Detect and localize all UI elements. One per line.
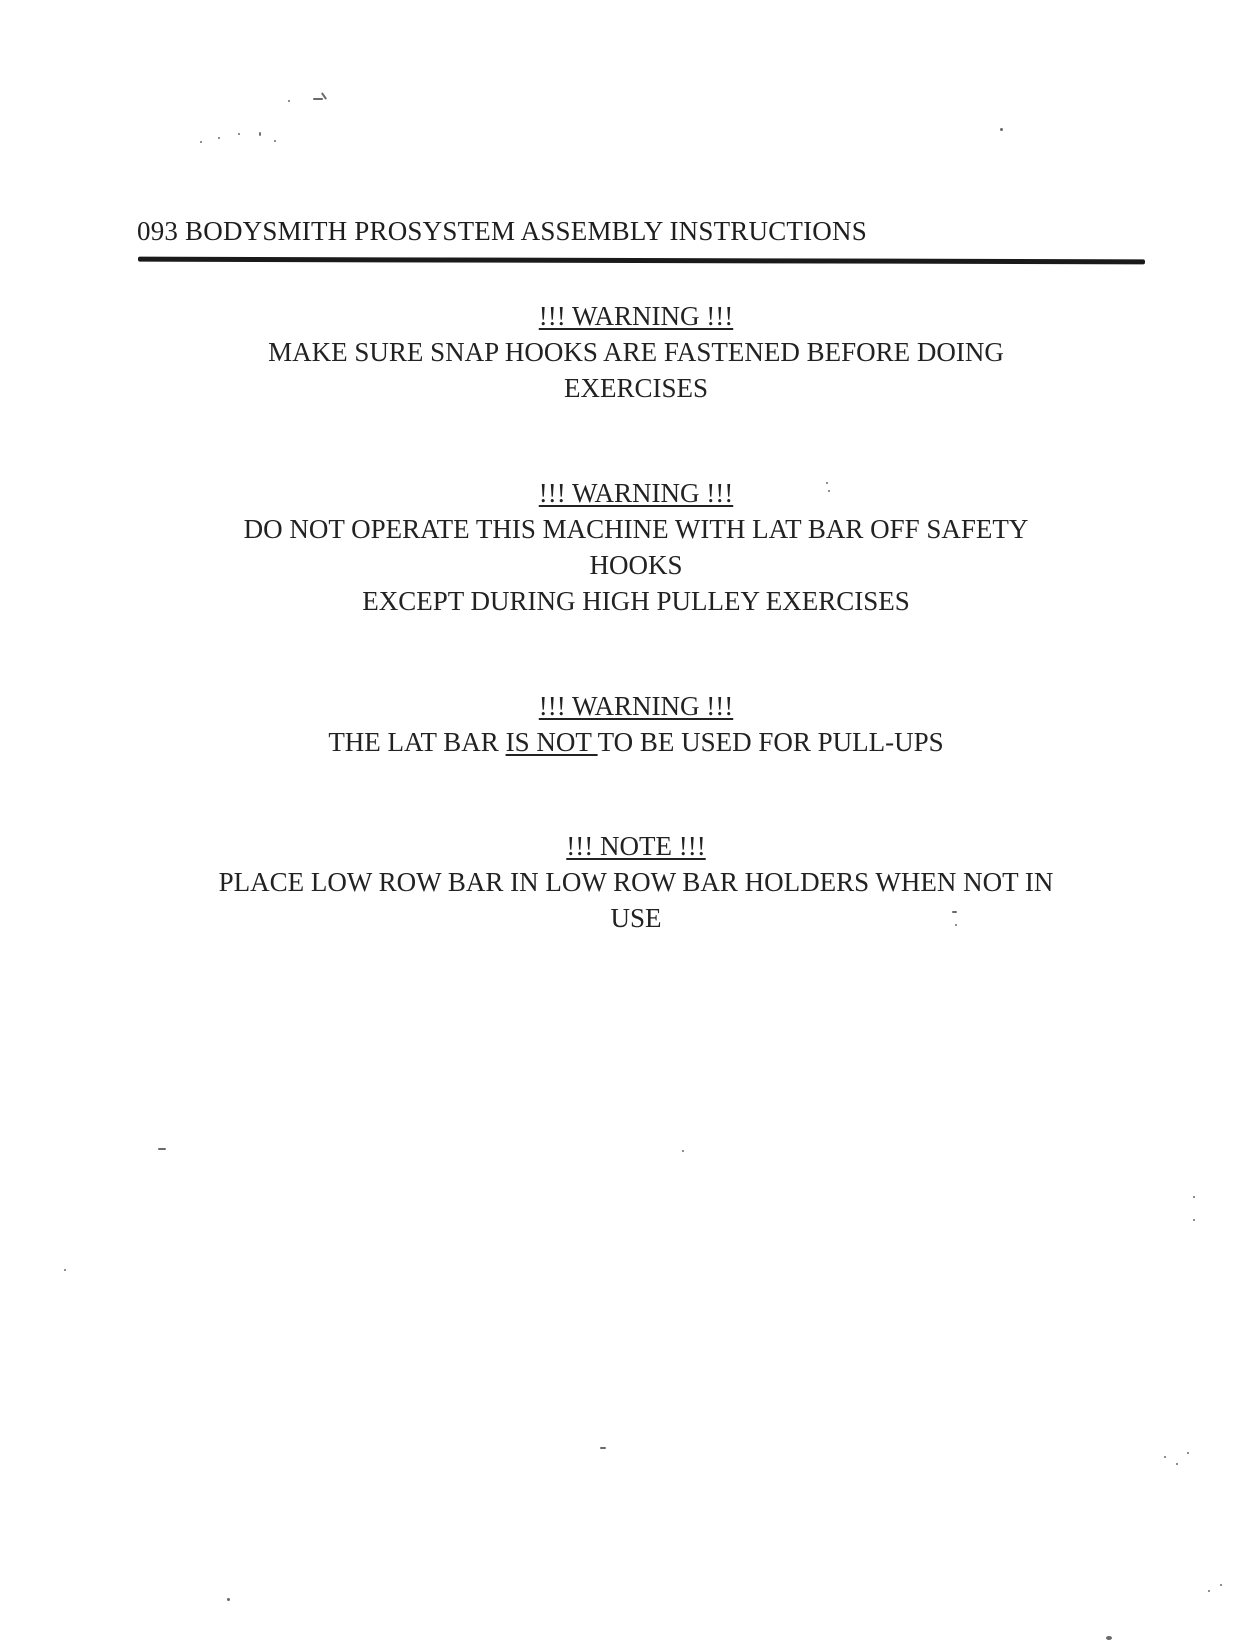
scan-speck: [259, 132, 261, 136]
scan-speck: [952, 911, 957, 913]
warning-text-line: EXERCISES: [563, 373, 709, 403]
scan-speck: [600, 1447, 606, 1449]
warning-lat-bar-safety-hooks: [100, 475, 1172, 619]
scan-speck: [64, 1269, 66, 1271]
scan-speck: [288, 100, 290, 102]
scan-speck: [1000, 128, 1003, 131]
warning-text-line: HOOKS: [589, 550, 683, 580]
note-text-line: USE: [610, 903, 662, 933]
scan-speck: [238, 133, 240, 135]
scan-speck: [313, 98, 323, 100]
scan-speck: [227, 1598, 230, 1601]
scan-speck: [1208, 1590, 1210, 1592]
header-rule: [138, 257, 1145, 265]
note-low-row-bar: [100, 828, 1172, 936]
scan-speck: [682, 1150, 684, 1152]
scan-speck: [826, 482, 828, 484]
warning-text-before: THE LAT BAR: [328, 727, 506, 757]
warning-heading: !!! WARNING !!!: [538, 691, 734, 721]
warning-heading: !!! WARNING !!!: [538, 301, 734, 331]
scan-speck: [1164, 1456, 1166, 1458]
document-title: 093 BODYSMITH PROSYSTEM ASSEMBLY INSTRUCTIONS: [137, 216, 867, 246]
scan-speck: [1176, 1463, 1178, 1465]
scan-speck: [828, 490, 830, 492]
warning-text-line: MAKE SURE SNAP HOOKS ARE FASTENED BEFORE DOING: [268, 337, 1004, 367]
scan-speck: [955, 924, 957, 926]
warning-text-emphasis: IS NOT: [505, 727, 598, 757]
scan-speck: [218, 137, 220, 139]
warning-pull-ups: [100, 688, 1172, 760]
scan-speck: [1187, 1452, 1189, 1454]
scan-speck: [1220, 1584, 1222, 1586]
warning-heading: !!! WARNING !!!: [538, 478, 734, 508]
note-heading: !!! NOTE !!!: [566, 831, 706, 861]
warning-snap-hooks: [100, 298, 1172, 406]
scan-speck: [1193, 1196, 1195, 1198]
warning-text-line: [100, 724, 1172, 760]
warning-text-line: DO NOT OPERATE THIS MACHINE WITH LAT BAR OFF SAFETY: [243, 514, 1029, 544]
scan-speck: [200, 141, 202, 143]
scan-speck: [274, 140, 276, 142]
scan-speck: [1193, 1219, 1195, 1221]
note-text-line: PLACE LOW ROW BAR IN LOW ROW BAR HOLDERS WHEN NOT IN: [218, 867, 1054, 897]
scan-speck: [158, 1148, 166, 1150]
warning-text-after: TO BE USED FOR PULL-UPS: [597, 727, 944, 757]
warning-text-line: EXCEPT DURING HIGH PULLEY EXERCISES: [362, 586, 910, 616]
scan-speck: [1106, 1636, 1112, 1640]
